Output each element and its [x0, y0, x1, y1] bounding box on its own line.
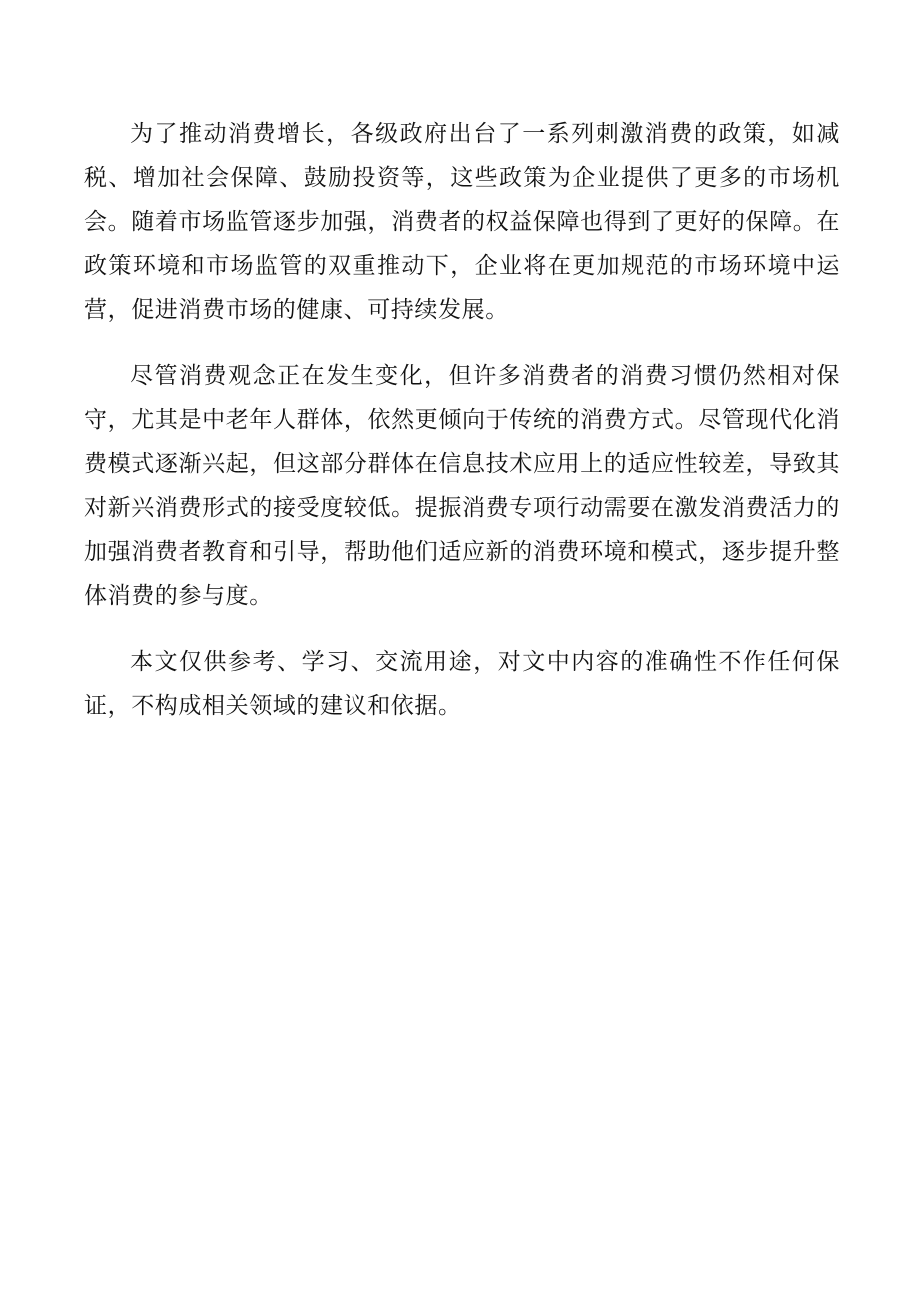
paragraph-consumer-habits: 尽管消费观念正在发生变化，但许多消费者的消费习惯仍然相对保守，尤其是中老年人群体，依然更倾向于传统的消费方式。尽管现代化消费模式逐渐兴起，但这部分群体在信息技术应用上的适应性较差，导致其对新兴消费形式的接受度较低。提振消费专项行动需要在激发消费活力的加强消费者教育和引导，帮助他们适应新的消费环境和模式，逐步提升整体消费的参与度。: [84, 363, 840, 609]
paragraph-disclaimer: 本文仅供参考、学习、交流用途，对文中内容的准确性不作任何保证，不构成相关领域的建议和依据。: [84, 649, 840, 719]
document-body: [84, 112, 840, 750]
paragraph-policy: 为了推动消费增长，各级政府出台了一系列刺激消费的政策，如减税、增加社会保障、鼓励投资等，这些政策为企业提供了更多的市场机会。随着市场监管逐步加强，消费者的权益保障也得到了更好的保障。在政策环境和市场监管的双重推动下，企业将在更加规范的市场环境中运营，促进消费市场的健康、可持续发展。: [84, 121, 840, 323]
